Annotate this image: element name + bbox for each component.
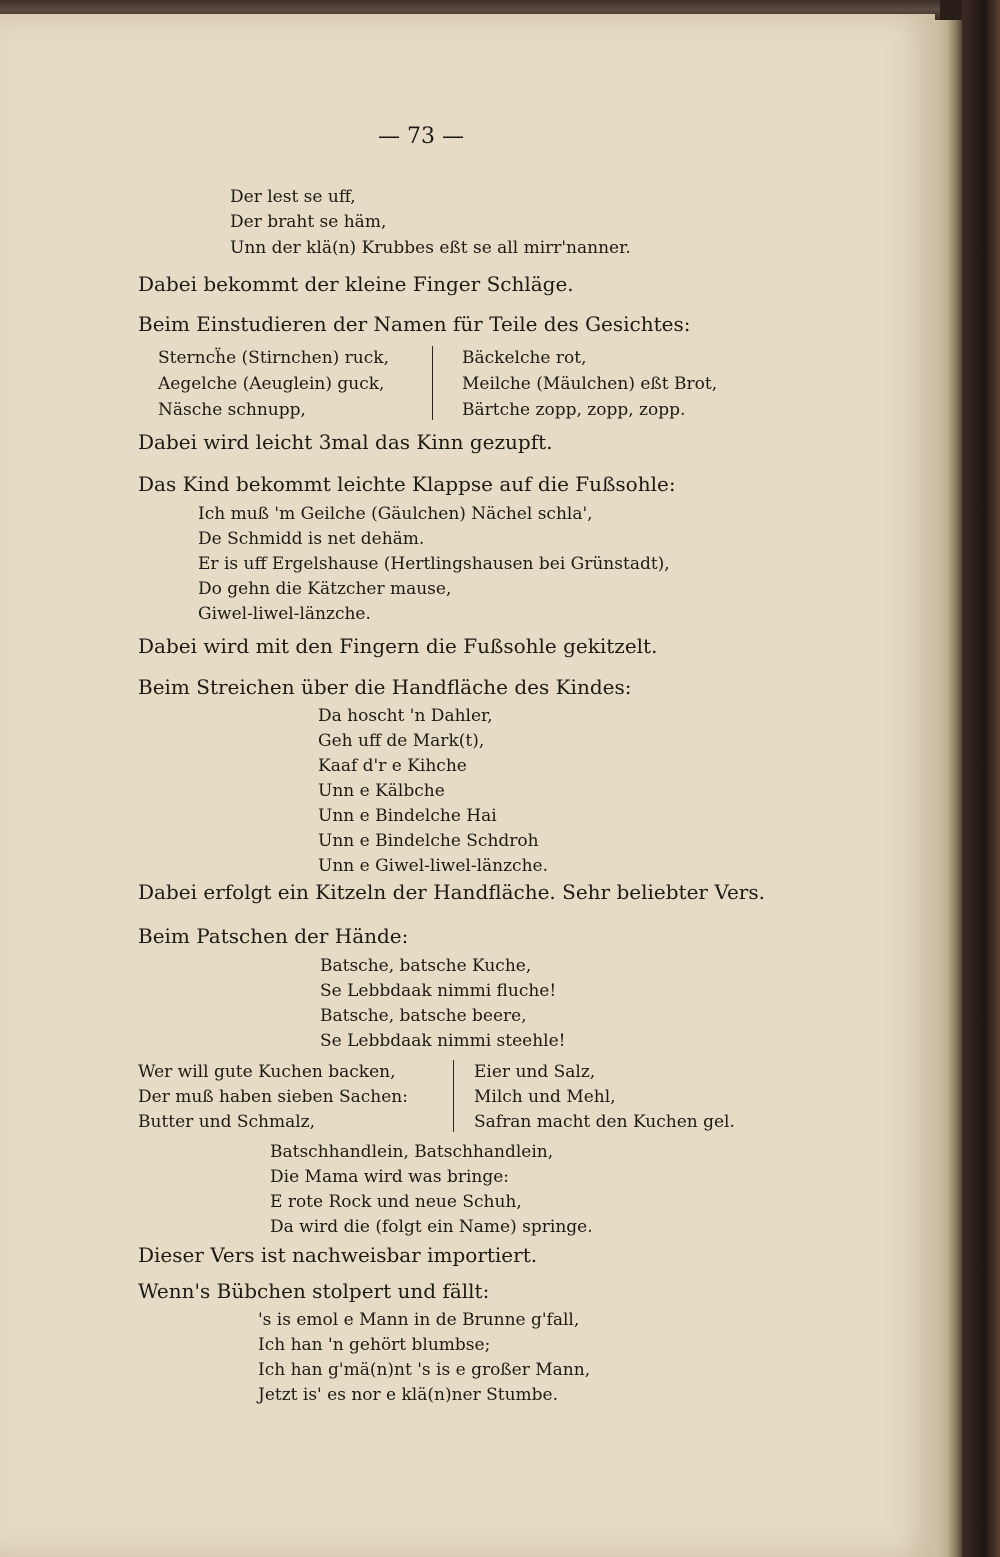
- text-line: Bäckelche rot,: [462, 348, 587, 368]
- text-line: Meilche (Mäulchen) eßt Brot,: [462, 374, 718, 394]
- text-line: Beim Patschen der Hände:: [138, 924, 409, 948]
- text-line: Geh uff de Mark(t),: [318, 731, 485, 751]
- page-edges: [935, 20, 965, 1557]
- text-line: Bärtche zopp, zopp, zopp.: [462, 400, 686, 420]
- text-line: Beim Einstudieren der Namen für Teile des Gesichtes:: [138, 312, 691, 336]
- text-line: Die Mama wird was bringe:: [270, 1167, 510, 1187]
- text-line: Eier und Salz,: [474, 1062, 596, 1082]
- text-line: Da wird die (folgt ein Name) springe.: [270, 1217, 593, 1237]
- column-divider-cake: [453, 1060, 454, 1132]
- text-line: Giwel-liwel-länzche.: [198, 604, 371, 624]
- text-line: Se Lebbdaak nimmi steehle!: [320, 1031, 566, 1051]
- text-line: Der braht se häm,: [230, 212, 387, 232]
- text-line: Unn e Bindelche Schdroh: [318, 831, 539, 851]
- text-line: Kaaf d'r e Kihche: [318, 756, 467, 776]
- text-line: Unn der klä(n) Krubbes eßt se all mirr'nanner.: [230, 238, 631, 258]
- text-line: E rote Rock und neue Schuh,: [270, 1192, 522, 1212]
- text-line: Dabei erfolgt ein Kitzeln der Handfläche. Sehr beliebter Vers.: [138, 880, 765, 904]
- text-line: Dieser Vers ist nachweisbar importiert.: [138, 1243, 538, 1267]
- text-line: Das Kind bekommt leichte Klappse auf die Fußsohle:: [138, 472, 676, 496]
- text-line: Ich muß 'm Geilche (Gäulchen) Nächel schla',: [198, 504, 593, 524]
- text-line: Er is uff Ergelshause (Hertlingshausen bei Grünstadt),: [198, 554, 670, 574]
- text-line: Do gehn die Kätzcher mause,: [198, 579, 452, 599]
- page-number: — 73 —: [378, 124, 464, 149]
- text-line: Butter und Schmalz,: [138, 1112, 316, 1132]
- text-line: Safran macht den Kuchen gel.: [474, 1112, 735, 1132]
- text-line: De Schmidd is net dehäm.: [198, 529, 425, 549]
- text-line: Batsche, batsche Kuche,: [320, 956, 532, 976]
- text-line: Dabei wird leicht 3mal das Kinn gezupft.: [138, 430, 553, 454]
- text-line: Der lest se uff,: [230, 187, 356, 207]
- text-line: Unn e Bindelche Hai: [318, 806, 497, 826]
- text-line: Ich han g'mä(n)nt 's is e großer Mann,: [258, 1360, 591, 1380]
- text-line: Se Lebbdaak nimmi fluche!: [320, 981, 557, 1001]
- text-line: Batschhandlein, Batschhandlein,: [270, 1142, 554, 1162]
- text-line: Da hoscht 'n Dahler,: [318, 706, 493, 726]
- text-line: Unn e Giwel-liwel-länzche.: [318, 856, 548, 876]
- text-line: Beim Streichen über die Handfläche des Kindes:: [138, 675, 632, 699]
- text-line: Dabei bekommt der kleine Finger Schläge.: [138, 272, 574, 296]
- text-line: Milch und Mehl,: [474, 1087, 616, 1107]
- text-line: Jetzt is' es nor e klä(n)ner Stumbe.: [258, 1385, 559, 1405]
- text-line: Batsche, batsche beere,: [320, 1006, 527, 1026]
- text-line: 's is emol e Mann in de Brunne g'fall,: [258, 1310, 580, 1330]
- text-line: Näsche schnupp,: [158, 400, 306, 420]
- book-cover: [962, 0, 1000, 1557]
- text-line: Dabei wird mit den Fingern die Fußsohle gekitzelt.: [138, 634, 658, 658]
- text-line: Unn e Kälbche: [318, 781, 445, 801]
- text-line: Ich han 'n gehört blumbse;: [258, 1335, 491, 1355]
- column-divider-face: [432, 346, 433, 420]
- text-line: Aegelche (Aeuglein) guck,: [158, 374, 385, 394]
- text-line: Wenn's Bübchen stolpert und fällt:: [138, 1279, 490, 1303]
- text-line: Der muß haben sieben Sachen:: [138, 1087, 408, 1107]
- text-line: Sterncḧe (Stirnchen) ruck,: [158, 348, 389, 368]
- text-line: Wer will gute Kuchen backen,: [138, 1062, 396, 1082]
